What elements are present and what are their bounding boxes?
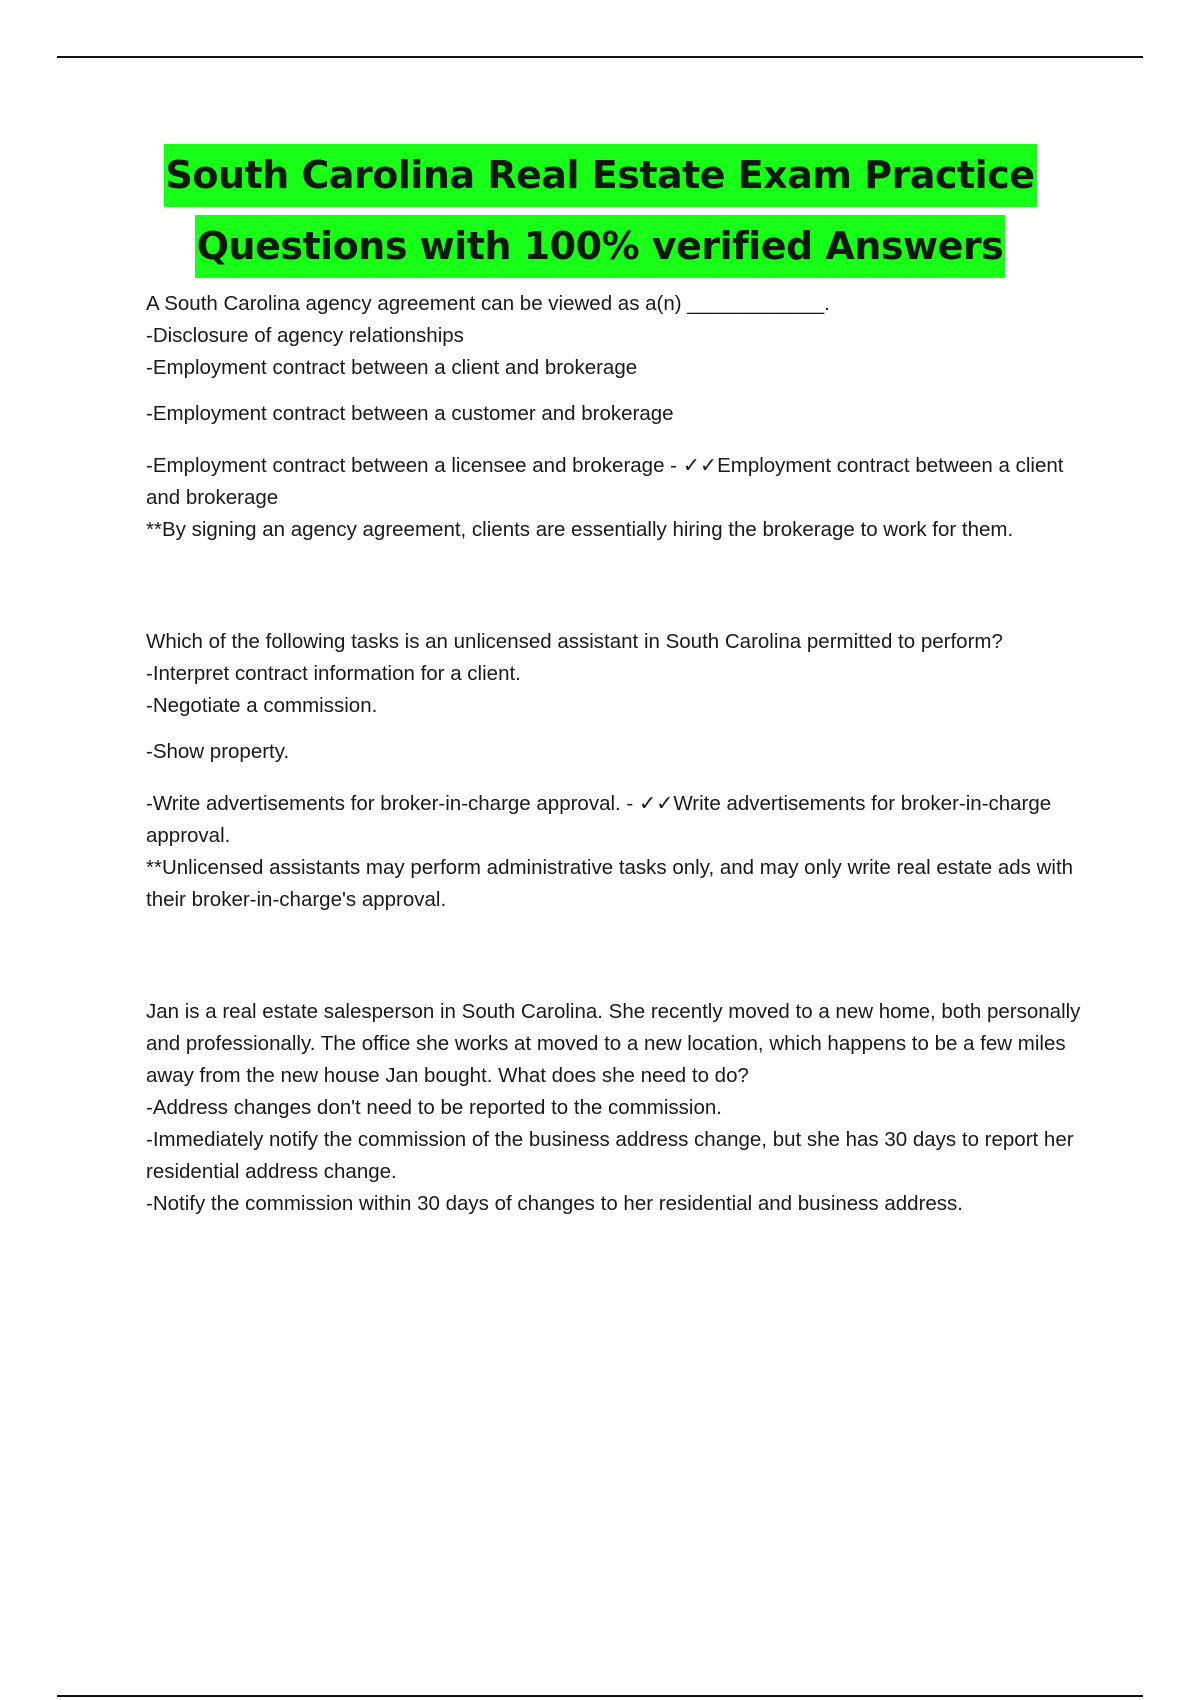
option-3: -Employment contract between a customer and brokerage [146, 402, 674, 425]
check-mark-icon: ✓✓ [638, 791, 674, 815]
spacer [146, 916, 1091, 996]
option-1: -Disclosure of agency relationships [146, 324, 464, 347]
option-1: -Address changes don't need to be reported to the commission. [146, 1096, 722, 1119]
title-line-1: South Carolina Real Estate Exam Practice [164, 144, 1037, 207]
option-1: -Interpret contract information for a client. [146, 662, 521, 685]
option-3: -Notify the commission within 30 days of changes to her residential and business address. [146, 1192, 964, 1215]
check-mark-icon: ✓✓ [682, 453, 718, 477]
option-4-with-answer [146, 449, 1091, 514]
option-3: -Show property. [146, 740, 290, 763]
question-text: Jan is a real estate salesperson in South Carolina. She recently moved to a new home, both personally and professionally. The office she works at moved to a new location, which happens to be a few miles away from the new house Jan bought. What does she need to do? [146, 1000, 1081, 1087]
option-4-with-answer [146, 787, 1091, 852]
document-title [0, 144, 1200, 286]
bottom-rule [57, 1695, 1143, 1697]
question-block-1 [146, 288, 1091, 546]
option-2: -Employment contract between a client and brokerage [146, 356, 638, 379]
top-rule [57, 56, 1143, 58]
question-block-3 [146, 996, 1091, 1220]
explanation: **Unlicensed assistants may perform administrative tasks only, and may only write real estate ads with their broker-in-charge's approval. [146, 856, 1074, 911]
spacer [146, 546, 1091, 626]
question-text: A South Carolina agency agreement can be viewed as a(n) ____________. [146, 292, 830, 315]
document-body [146, 288, 1091, 1220]
option-2: -Immediately notify the commission of the business address change, but she has 30 days to report her residential address change. [146, 1128, 1074, 1183]
answer-text: Employment contract between a client and brokerage [146, 454, 1064, 509]
explanation: **By signing an agency agreement, clients are essentially hiring the brokerage to work for them. [146, 518, 1014, 541]
option-4: -Write advertisements for broker-in-charge approval. - [146, 792, 639, 815]
option-4: -Employment contract between a licensee and brokerage - [146, 454, 683, 477]
title-line-2: Questions with 100% verified Answers [195, 215, 1006, 278]
option-2: -Negotiate a commission. [146, 694, 378, 717]
question-text: Which of the following tasks is an unlicensed assistant in South Carolina permitted to perform? [146, 630, 1003, 653]
question-block-2 [146, 626, 1091, 916]
answer-text: Write advertisements for broker-in-charge approval. [146, 792, 1052, 847]
